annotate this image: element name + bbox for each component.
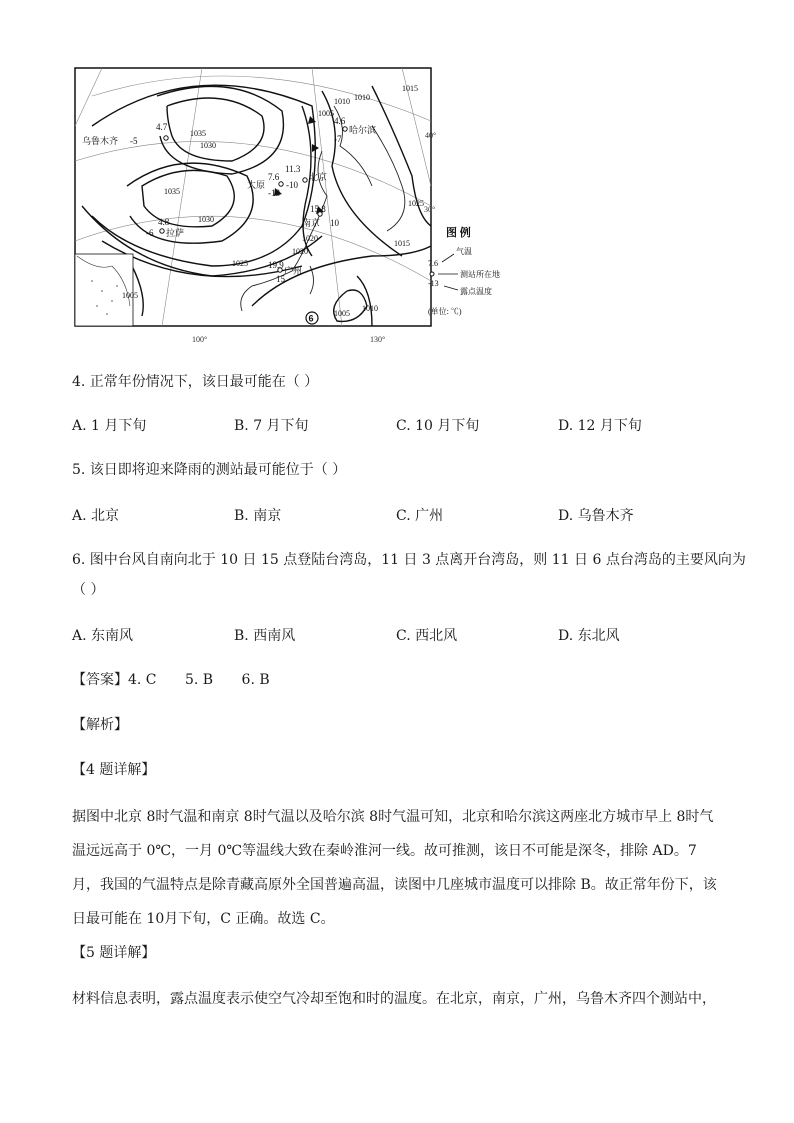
guangzhou-temp: 19.9 <box>268 260 284 270</box>
station-taiyuan-marker <box>279 182 283 186</box>
map-legend <box>418 224 518 324</box>
isobar-label: 1025 <box>408 199 424 208</box>
legend-unit: (单位: ℃) <box>428 307 462 316</box>
q6-option-a: A. 东南风 <box>72 628 134 644</box>
q5-option-b: B. 南京 <box>234 508 282 524</box>
lat-label-30: 30° <box>424 205 436 214</box>
legend-station-marker <box>430 272 434 276</box>
answer-line <box>72 670 270 690</box>
isobar-label: 1030 <box>198 215 214 224</box>
q5-option-a: A. 北京 <box>72 508 120 524</box>
station-lhasa-marker <box>160 229 164 233</box>
isobar-label: 1020 <box>302 234 318 243</box>
q5-option-c: C. 广州 <box>396 508 444 524</box>
station-beijing-marker <box>303 178 307 182</box>
q4-option-a: A. 1 月下旬 <box>72 418 147 434</box>
city-label-beijing: 北京 <box>309 172 328 182</box>
isobar-label: 1035 <box>164 187 180 196</box>
nanjing-dew: 10 <box>330 218 339 228</box>
legend-temp-label: 气温 <box>456 247 472 256</box>
city-label-lhasa: 拉萨 <box>166 228 185 238</box>
city-label-taiyuan: 太原 <box>247 180 266 190</box>
isobar-label: 1020 <box>292 247 308 256</box>
isobar-label: 1010 <box>354 93 370 102</box>
q6-option-b: B. 西南风 <box>234 628 296 644</box>
harbin-dew: -7 <box>334 134 342 144</box>
city-label-harbin: 哈尔滨 <box>349 125 377 135</box>
station-urumqi-marker <box>164 136 168 140</box>
city-label-guangzhou: 广州 <box>284 266 303 276</box>
legend-title: 图 例 <box>446 227 471 239</box>
isobar-label: 1005 <box>334 309 350 318</box>
isobar-label: 1015 <box>394 239 410 248</box>
south-sea-inset <box>75 254 133 326</box>
lat-label-40: 40° <box>425 131 437 140</box>
isobar-label: 1030 <box>200 141 216 150</box>
q4-detail-label: 【4 题详解】 <box>72 762 156 778</box>
q5-option-d: D. 乌鲁木齐 <box>558 508 634 524</box>
taiyuan-dew: -13 <box>268 188 280 198</box>
isobar-label: 1025 <box>232 259 248 268</box>
legend-station-label: 测站所在地 <box>460 270 500 279</box>
q4-option-b: B. 7 月下旬 <box>234 418 309 434</box>
svg-text:6: 6 <box>308 313 314 324</box>
urumqi-dew: -5 <box>130 136 138 146</box>
legend-sample-dew: -13 <box>428 279 439 288</box>
question-5-stem: 5. 该日即将迎来降雨的测站最可能位于（ ） <box>72 462 347 478</box>
lhasa-temp: 4.8 <box>158 217 170 227</box>
q5-detail-text: 材料信息表明，露点温度表示使空气冷却至饱和时的温度。在北京，南京，广州，乌鲁木齐四个测站中， <box>72 991 716 1007</box>
answer-item: 4. C <box>128 672 157 688</box>
answer-item: 6. B <box>241 672 270 688</box>
q4-detail-text: 据图中北京 8时气温和南京 8时气温以及哈尔滨 8时气温可知，北京和哈尔滨这两座北方城市早上 8时气温远远高于 0℃，一月 0℃等温线大致在秦岭淮河一线。故可推测，该日不可能是深冬，排除 AD。7 月，我国的气温特点是除青藏高原外全国普遍高温，读图中几座城市温度可以排除 B。故正常年份下，该日最可能在 10月下旬，C 正确。故选 C。 <box>72 809 717 927</box>
city-label-nanjing: 南京 <box>302 218 321 228</box>
lon-label-100: 100° <box>192 335 208 344</box>
beijing-temp: 11.3 <box>285 164 301 174</box>
lon-label-130: 130° <box>370 335 386 344</box>
question-6-stem: 6. 图中台风自南向北于 10 日 15 点登陆台湾岛，11 日 3 点离开台湾岛，则 11 日 6 点台湾岛的主要风向为 <box>72 552 746 568</box>
nanjing-temp: 15.8 <box>310 204 326 214</box>
legend-sample-temp: 7.6 <box>428 259 438 268</box>
isobar-label: 1005 <box>318 109 334 118</box>
isobar-label: 1005 <box>122 291 138 300</box>
q6-option-d: D. 东北风 <box>558 628 620 644</box>
legend-dew-label: 露点温度 <box>460 287 492 296</box>
q4-option-c: C. 10 月下旬 <box>396 418 480 434</box>
analysis-label: 【解析】 <box>72 717 128 733</box>
answer-item: 5. B <box>184 672 214 688</box>
q4-option-d: D. 12 月下旬 <box>558 418 642 434</box>
harbin-temp: 4.6 <box>334 116 346 126</box>
taiyuan-temp: 7.6 <box>268 172 280 182</box>
urumqi-temp: 4.7 <box>156 122 168 132</box>
question-6-stem-cont: （ ） <box>72 582 105 598</box>
isobar-label: 1010 <box>362 304 378 313</box>
answer-label: 【答案】 <box>72 672 128 688</box>
isobar-label: 1010 <box>334 97 350 106</box>
station-harbin-marker <box>343 127 347 131</box>
guangzhou-dew: 15 <box>276 274 285 284</box>
city-label-urumqi: 乌鲁木齐 <box>82 136 119 146</box>
isobar-label: 1035 <box>190 129 206 138</box>
question-4-stem: 4. 正常年份情况下，该日最可能在（ ） <box>72 374 319 390</box>
q6-option-c: C. 西北风 <box>396 628 458 644</box>
beijing-dew: -10 <box>286 180 298 190</box>
isobar-label: 1015 <box>402 84 418 93</box>
q5-detail-label: 【5 题详解】 <box>72 945 156 961</box>
lhasa-dew: -6 <box>146 228 154 238</box>
